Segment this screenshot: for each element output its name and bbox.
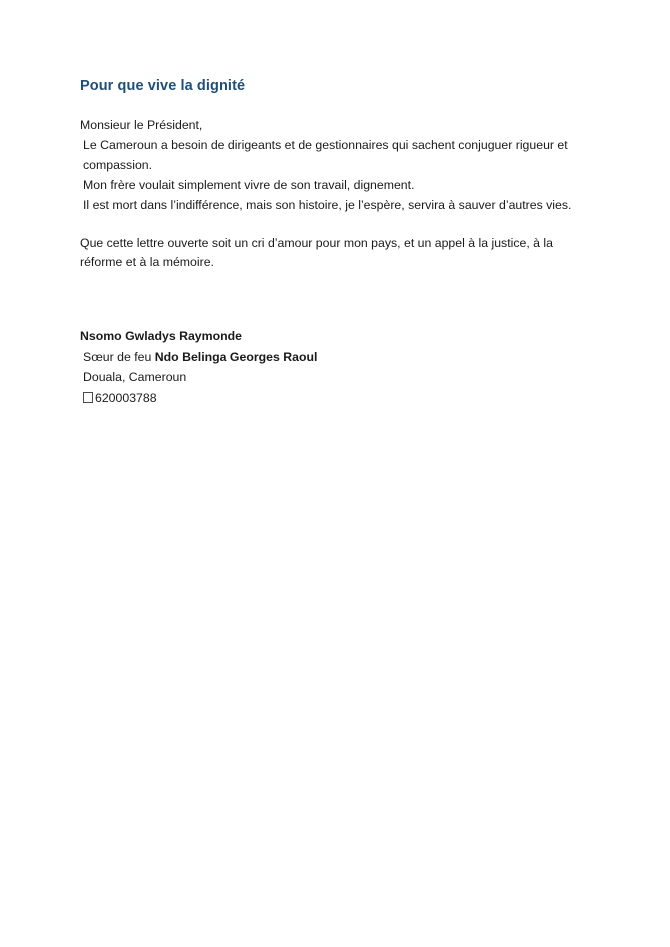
- page-title: Pour que vive la dignité: [80, 78, 246, 94]
- paragraph-opening: [80, 116, 590, 216]
- signature-relation-name: Ndo Belinga Georges Raoul: [154, 349, 318, 364]
- paragraph-line: Le Cameroun a besoin de dirigeants et de gestionnaires qui sachent conjuguer rigueur et compassion.: [83, 137, 568, 172]
- signature-relation-prefix: Sœur de feu: [83, 349, 155, 364]
- signature-relation: [80, 348, 590, 367]
- signature-phone: [80, 389, 590, 408]
- signature-block: [80, 327, 590, 408]
- missing-glyph-icon: [83, 392, 93, 403]
- paragraph-line: Monsieur le Président,: [80, 118, 203, 132]
- signature-spacer: [80, 291, 590, 327]
- paragraph-closing: [80, 234, 590, 274]
- signature-name: Nsomo Gwladys Raymonde: [80, 329, 242, 344]
- signature-city: Douala, Cameroun: [83, 370, 187, 385]
- paragraph-line: Mon frère voulait simplement vivre de son travail, dignement.: [83, 177, 415, 192]
- paragraph-line: Que cette lettre ouverte soit un cri d’amour pour mon pays, et un appel à la justice, à la réforme et à la mémoire.: [80, 235, 554, 270]
- signature-phone-number: 620003788: [95, 390, 157, 405]
- paragraph-line: Il est mort dans l’indifférence, mais son histoire, je l’espère, servira à sauver d’autres vies.: [83, 197, 572, 212]
